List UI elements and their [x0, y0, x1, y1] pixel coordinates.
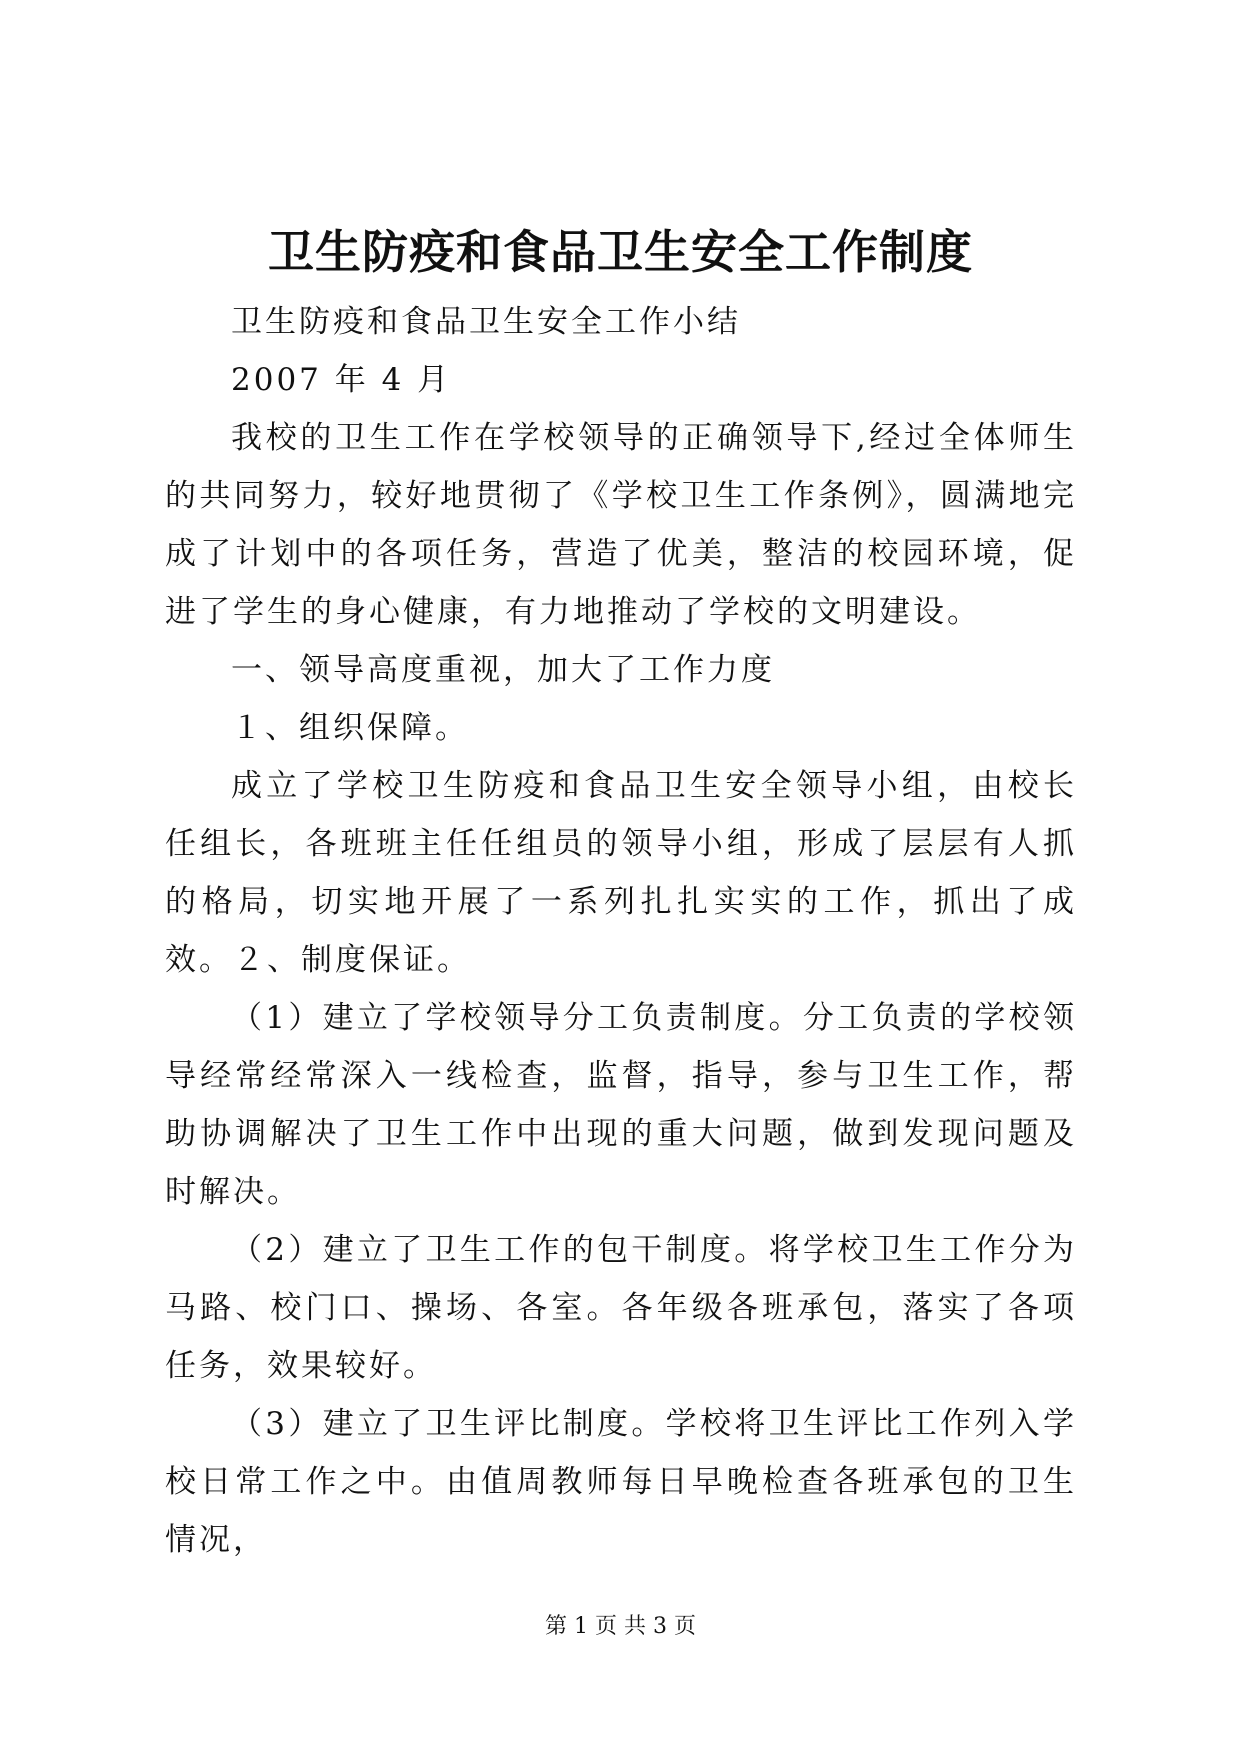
paragraph-date: 2007 年 4 月	[231, 362, 452, 398]
paragraph-intro: 我校的卫生工作在学校领导的正确领导下,经过全体师生的共同努力，较好地贯彻了《学校卫生工作条例》，圆满地完成了计划中的各项任务，营造了优美，整洁的校园环境，促进了学生的身心健康，有力地推动了学校的文明建设。	[165, 420, 1077, 630]
document-title: 卫生防疫和食品卫生安全工作制度	[268, 225, 973, 279]
page-footer: 第 1 页 共 3 页	[545, 1614, 696, 1639]
paragraph-item-1: （1）建立了学校领导分工负责制度。分工负责的学校领导经常经常深入一线检查，监督，指导，参与卫生工作，帮助协调解决了卫生工作中出现的重大问题，做到发现问题及时解决。	[165, 1000, 1077, 1210]
document-body	[165, 293, 1077, 1569]
paragraph-item-3: （3）建立了卫生评比制度。学校将卫生评比工作列入学校日常工作之中。由值周教师每日早晚检查各班承包的卫生情况，	[165, 1406, 1077, 1558]
paragraph-subtitle: 卫生防疫和食品卫生安全工作小结	[231, 304, 741, 340]
subsection-heading-1: １、组织保障。	[231, 710, 469, 746]
paragraph-organization: 成立了学校卫生防疫和食品卫生安全领导小组，由校长任组长，各班班主任任组员的领导小组，形成了层层有人抓的格局，切实地开展了一系列扎扎实实的工作，抓出了成效。２、制度保证。	[165, 768, 1077, 978]
paragraph-item-2: （2）建立了卫生工作的包干制度。将学校卫生工作分为马路、校门口、操场、各室。各年级各班承包，落实了各项任务，效果较好。	[165, 1232, 1077, 1384]
section-heading-1: 一、领导高度重视，加大了工作力度	[231, 652, 775, 688]
